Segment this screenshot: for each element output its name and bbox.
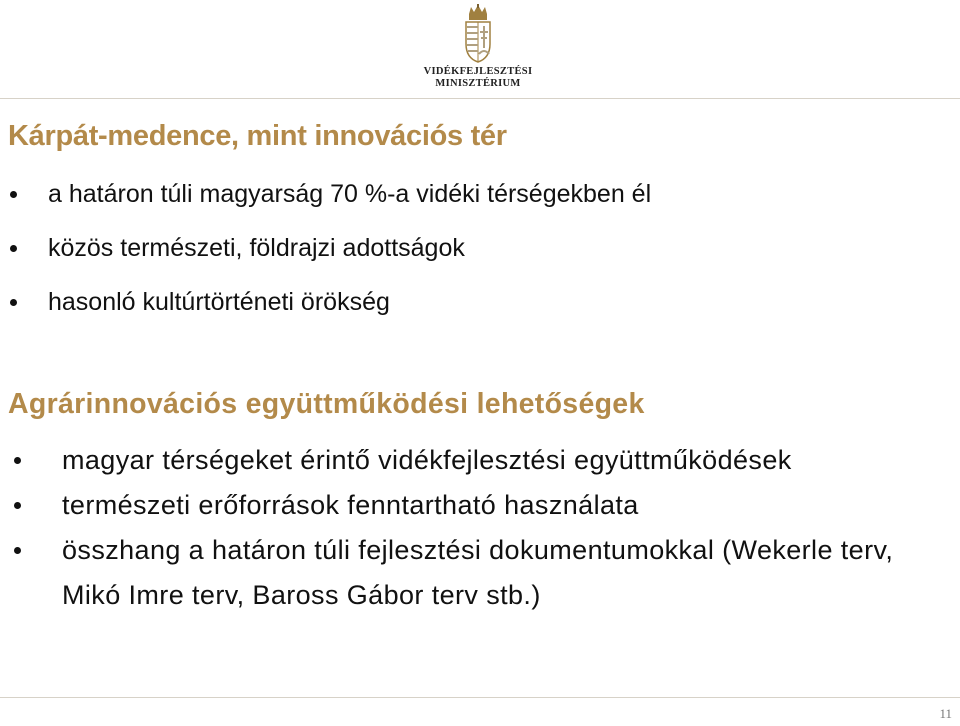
bullet-icon	[10, 299, 17, 306]
ministry-logo	[418, 4, 538, 94]
bullet-icon	[14, 547, 21, 554]
list-item: a határon túli magyarság 70 %-a vidéki térségekben él	[0, 176, 651, 230]
list-item: hasonló kultúrtörténeti örökség	[0, 284, 651, 338]
bullet-icon	[10, 245, 17, 252]
list-item: magyar térségeket érintő vidékfejlesztési együttműködések	[0, 438, 942, 483]
ministry-name	[418, 66, 538, 90]
ministry-name-line2: MINISZTÉRIUM	[435, 78, 521, 89]
section1-list	[0, 176, 651, 338]
bullet-icon	[14, 457, 21, 464]
header-divider	[0, 98, 960, 99]
bullet-icon	[10, 191, 17, 198]
list-item: természeti erőforrások fenntartható használata	[0, 483, 942, 528]
section1-title: Kárpát-medence, mint innovációs tér	[8, 120, 507, 152]
coat-of-arms-icon	[458, 4, 498, 64]
section2-list	[0, 438, 942, 618]
section2-title: Agrárinnovációs együttműködési lehetőségek	[8, 388, 645, 420]
bullet-icon	[14, 502, 21, 509]
footer-divider	[0, 697, 960, 698]
list-item: közös természeti, földrajzi adottságok	[0, 230, 651, 284]
ministry-name-line1: VIDÉKFEJLESZTÉSI	[423, 66, 533, 77]
page-number: 11	[939, 706, 952, 721]
list-item: összhang a határon túli fejlesztési dokumentumokkal (Wekerle terv, Mikó Imre terv, Baross Gábor terv stb.)	[0, 528, 942, 618]
